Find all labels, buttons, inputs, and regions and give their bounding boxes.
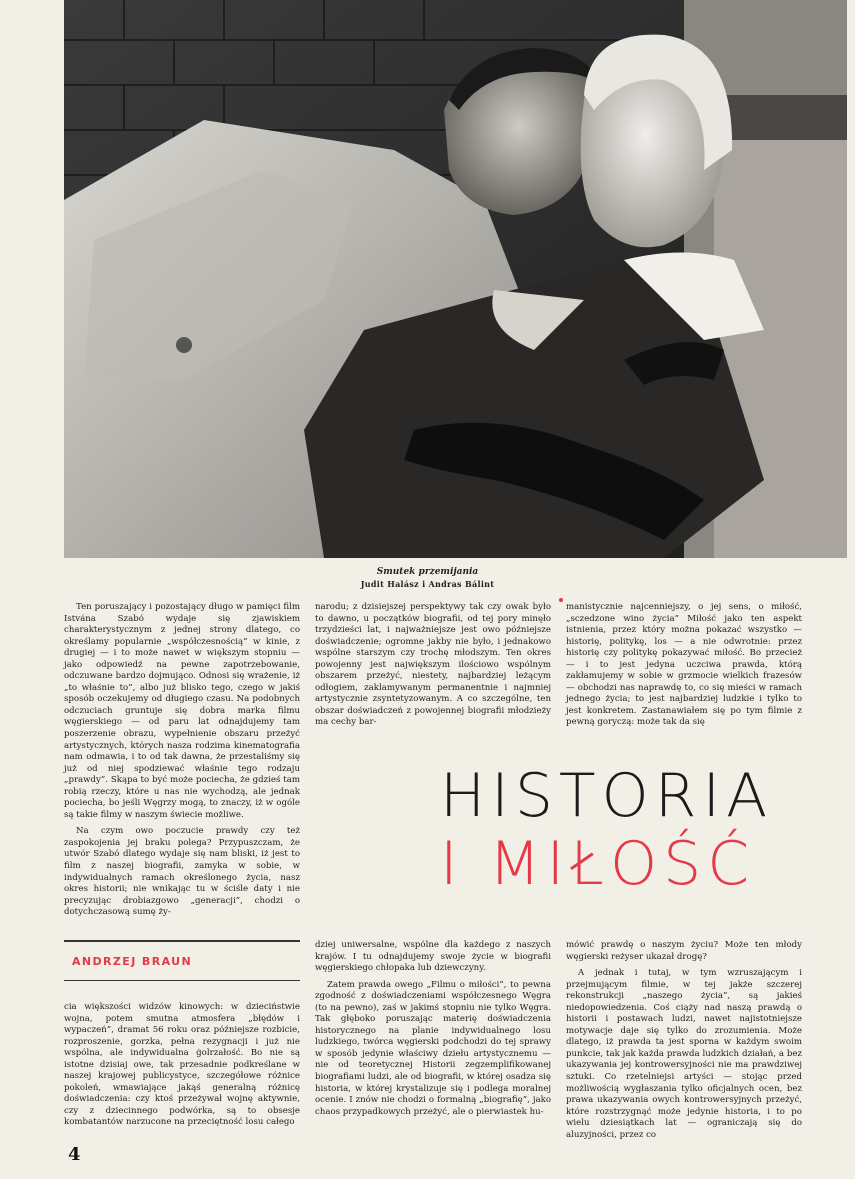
article-column-2-continued: [315, 940, 551, 1118]
article-column-3-continued: [566, 940, 802, 1141]
article-column-2: [315, 602, 551, 729]
paragraph: cia większości widzów kinowych: w dzieciństwie wojna, potem smutna atmosfera „błędów i wypaczeń”, dramat 56 roku oraz późniejsze rozbicie, rozproszenie, gorzka, pełna rezygnacji i już nie wspólna, ale indywidualna ģolrzałość. Bo nie są istotne dzisiaj owe, tak przesadnie podkreślane w naszej krajowej publicystyce, szczegółowe różnice pokoleń, wmawiające jakąś generalną różnicę doświadczenia: czy ktoś przeżywał wojnę aktywnie, czy z dziecinnego podwórka, są to obsesje kombatantów narzucone na przeciętność losu całego: [64, 1002, 300, 1128]
author-rule-bottom: [64, 980, 300, 981]
article-column-3: [566, 602, 802, 729]
paragraph: A jednak i tutaj, w tym wzruszającym i przejmującym filmie, w tej jakże szczerej rekonstrukcji „naszego życia”, są jakieś niedopowiedzenia. Coś ciąży nad naszą prawdą o historii i postawach ludzi, nawet najistotniejsze motywacje daje się tylko do zrozumienia. Może dlatego, iż prawda ta jest sporna w każdym swoim punkcie, tak jak każda prawda ludzkich działań, a bez ukazywania jej kontrowersyjności nie ma prawdziwej sztuki. Co rzetelniejsi artyści — stojąc przed możliwością wygłaszania tylko oficjalnych ocen, bez prawa ukazywania owych kontrowersyjnych przeżyć, które rozstrzygnąć może jedynie historia, i to po wielu dziesiątkach lat — ograniczają się do aluzyjności, przez co: [566, 968, 802, 1140]
film-still-photo: [64, 0, 847, 558]
headline-line-2: I MIŁOŚĆ: [440, 829, 756, 899]
headline-line-1: HISTORIA: [440, 761, 774, 831]
paragraph: Na czym owo poczucie prawdy czy też zaspokojenia jej braku polega? Przypuszczam, że utwór Szabó dlatego wydaje się nam bliski, iż jest to film z naszej biografii, zamyka w sobie, w indywidualnych ramach określonego życia, nasz okres historii; nie wnikając tu w ściśle daty i nie precyzując drobiazgowo „generacji”, chodzi o dotychczasową sumę ży-: [64, 826, 300, 918]
paragraph: Zatem prawda owego „Filmu o miłości”, to pewna zgodność z doświadczeniami współczesnego Węgra (to na pewno), zaś w jakimś stopniu nie tylko Węgra. Tak głęboko poruszając materię doświadczenia historycznego na planie indywidualnego losu ludzkiego, twórca węgierski podchodzi do tej sprawy w sposób jedynie właściwy dziełu artystycznemu — nie od teoretycznej Historii zegzemplifikowanej biografiami ludzi, ale od biografii, w której osadza się historia, w której krystalizuje się i podlega moralnej ocenie. I znów nie chodzi o formalną „biografię”, jako chaos przypadkowych przeżyć, ale o pierwiastek hu-: [315, 979, 551, 1117]
paragraph: manistycznie najcenniejszy, o jej sens, o miłość, „sczedzone wino życia” Miłość jako ten aspekt istnienia, przez który można pokazać wszystko — historię, politykę, los — a nie odwrotnie: przez historię czy politykę pokazywać miłość. Bo przecież — i to jest jedyna uczciwa prawda, którą zakłamujemy w sobie w grzmocie wielkich frazesów — obchodzi nas naprawdę to, co się mieści w ramach jednego życia; to jest najbardziej ludzkie i tylko to jest konkretem. Zastanawiałem się po tym filmie z pewną goryczą: może tak da się: [566, 602, 802, 728]
paragraph: dziej uniwersalne, wspólne dla każdego z naszych krajów. I tu odnajdujemy swoje życie w biografii węgierskiego chłopaka lub dziewczyny.: [315, 940, 551, 974]
paragraph: narodu; z dzisiejszej perspektywy tak czy owak było to dawno, u początków biografii, od tej pory minęło trzydzieści lat, i najważniejsze jest owo późniejsze doświadczenie; ogromne jakby nie było, i jednakowo wspólne starszym czy trochę młodszym. Ten okres powojenny jest największym ilościowo wspólnym obszarem przeżyć, niestety, najbardziej leżącym odłogiem, zaklamywanym permanentnie i najmniej artystycznie zsyntetyzowanym. A co szczególne, ten obszar doświadczeń z powojennej biografii młodzieży ma cechy bar-: [315, 602, 551, 728]
paragraph: Ten poruszający i pozostający długo w pamięci film Istvána Szabó wydaje się zjawiskiem charakterystycznym z jednej strony dlatego, co określamy popularnie „współczesnością” w kinie, z drugiej — i to może nawet w większym stopniu — jako odpowiedź na pewne zapotrzebowanie, odczuwane bardzo dojmująco. Odnosi się wrażenie, iż „to właśnie to”, albo już blisko tego, czego w jakiś sposób oczekujemy od długiego czasu. Na podobnych odczuciach gruntuje się dobra marka filmu węgierskiego — od paru lat odnajdujemy tam poszerzenie obrazu, wypełnienie obszaru przeżyć artystycznych, których nasza rodzima kinematografia nam odmawia, i to od tak dawna, że przestaliśmy się już od niej spodziewać właśnie tego rodzaju „prawdy”. Skąpa to być może pociecha, że gdzieś tam robią rzeczy, które u nas nie wychodzą, ale jednak pociecha, bo jeśli Węgrzy mogą, to znaczy, iż w ogóle są takie filmy w naszym świecie możliwe.: [64, 602, 300, 820]
photo-caption-credits: Judit Halász i Andras Bálint: [360, 579, 495, 589]
photo-illustration: [64, 0, 847, 558]
page-number: 4: [68, 1144, 81, 1165]
author-name: ANDRZEJ BRAUN: [72, 955, 193, 968]
article-column-1-continued: [64, 1002, 300, 1129]
accent-dot: [559, 598, 563, 602]
author-rule-top: [64, 940, 300, 942]
photo-caption-title: Smutek przemijania: [376, 567, 479, 577]
article-column-1: [64, 602, 300, 919]
paragraph: mówić prawdę o naszym życiu? Może ten młody węgierski reżyser ukazał drogę?: [566, 940, 802, 962]
